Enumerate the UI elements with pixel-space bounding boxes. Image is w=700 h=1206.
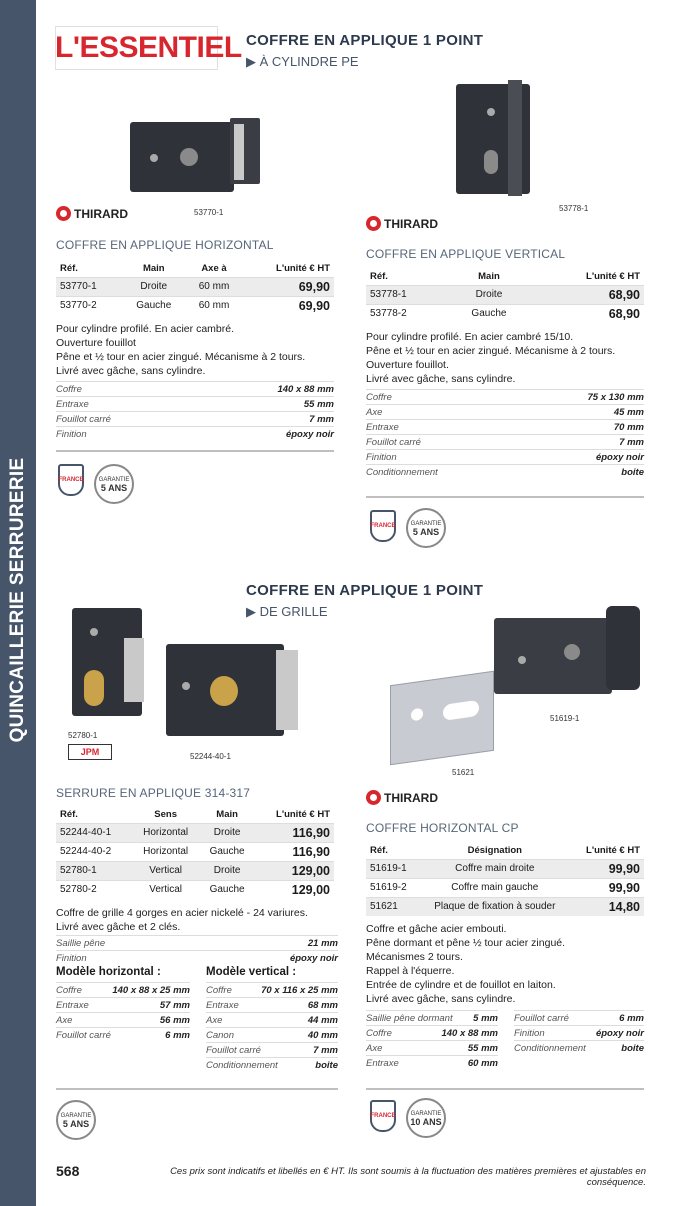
spec-row: Coffre 140 x 88 mm (56, 381, 334, 396)
col-header: L'unité € HT (276, 262, 330, 274)
spec-list (56, 381, 334, 441)
spec-row: Saillie pêne 21 mm (56, 935, 338, 950)
spec-row: Fouillot carré 7 mm (366, 434, 644, 449)
col-header: Réf. (60, 808, 78, 820)
section1-title: COFFRE EN APPLIQUE 1 POINT (246, 32, 484, 49)
vertical-model-specs (206, 966, 338, 1072)
product-image-52780 (72, 608, 152, 718)
price-table (56, 806, 334, 899)
table-row: 53778-2 Gauche 68,90 (366, 304, 644, 323)
product-image-51621 (390, 671, 494, 766)
spec-row: Finition époxy noir (514, 1025, 644, 1040)
spec-row: Conditionnement boite (514, 1040, 644, 1055)
table-row: 51619-1 Coffre main droite 99,90 (366, 859, 644, 878)
col-header: L'unité € HT (276, 808, 330, 820)
section1-subtitle: ▶ À CYLINDRE PE (246, 54, 359, 69)
product-title: SERRURE EN APPLIQUE 314-317 (56, 786, 251, 800)
section2-title: COFFRE EN APPLIQUE 1 POINT (246, 582, 484, 599)
section2-subtitle: ▶ DE GRILLE (246, 604, 328, 619)
product-description: Pour cylindre profilé. En acier cambré. Ouverture fouillot Pêne et ½ tour en acier zingué. Mécanisme à 2 tours. Livré avec gâche, sans cylindre. (56, 323, 306, 377)
divider (56, 1088, 338, 1090)
spec-row: Axe 44 mm (206, 1012, 338, 1027)
product-image-52244 (166, 640, 300, 742)
col-header: Réf. (370, 270, 388, 282)
made-in-france-badge: FRANCE (370, 510, 396, 542)
product-image-53770 (130, 118, 270, 194)
divider (366, 496, 644, 498)
spec-row: Fouillot carré 7 mm (206, 1042, 338, 1057)
thirard-logo: THIRARD (366, 790, 438, 805)
made-in-france-badge: FRANCE (58, 464, 84, 496)
product-description: Coffre de grille 4 gorges en acier nickelé - 24 variures. Livré avec gâche et 2 clés. (56, 907, 308, 933)
spec-row: Entraxe 57 mm (56, 997, 190, 1012)
model-title: Modèle horizontal : (56, 966, 161, 978)
col-header: L'unité € HT (586, 844, 640, 856)
product-description: Coffre et gâche acier embouti. Pêne dormant et pêne ½ tour acier zingué. Mécanismes 2 tours. Rappel à l'équerre. Entrée de cylindre et de fouillot en laiton. Livré avec gâche, sans cylindre. (366, 923, 566, 1005)
warranty-badge: GARANTIE 5 ANS (406, 508, 446, 548)
spec-row: Entraxe 60 mm (366, 1055, 498, 1070)
spec-row: Fouillot carré 7 mm (56, 411, 334, 426)
table-row: 51619-2 Coffre main gauche 99,90 (366, 878, 644, 897)
col-header: Main (142, 262, 165, 274)
table-row: 52244-40-2 Horizontal Gauche 116,90 (56, 842, 334, 861)
spec-row: Conditionnement boite (206, 1057, 338, 1072)
col-header: Réf. (60, 262, 78, 274)
thirard-logo: THIRARD (56, 206, 128, 221)
col-header: Main (478, 270, 500, 282)
sidebar-label: QUINCAILLERIE SERRURERIE (7, 457, 28, 743)
spec-row: Finition époxy noir (56, 426, 334, 441)
col-header: Réf. (370, 844, 388, 856)
spec-row: Axe 55 mm (366, 1040, 498, 1055)
col-header: Sens (154, 808, 177, 820)
horizontal-model-specs (56, 966, 190, 1042)
spec-row: Conditionnement boite (366, 464, 644, 479)
warranty-badge: GARANTIE 5 ANS (94, 464, 134, 504)
table-row: 51621 Plaque de fixation à souder 14,80 (366, 897, 644, 916)
product-description: Pour cylindre profilé. En acier cambré 15/10. Pêne et ½ tour en acier zingué. Mécanisme à 2 tours. Ouverture fouillot. Livré avec gâche, sans cylindre. (366, 331, 616, 385)
spec-row: Entraxe 68 mm (206, 997, 338, 1012)
table-row: 52780-2 Vertical Gauche 129,00 (56, 880, 334, 899)
price-table (366, 268, 644, 323)
divider (56, 450, 334, 452)
spec-row: Finition époxy noir (56, 950, 338, 965)
made-in-france-badge: FRANCE (370, 1100, 396, 1132)
spec-list-left (366, 1010, 498, 1070)
section1-subtitle-text: À CYLINDRE PE (259, 54, 359, 69)
col-header: Désignation (467, 844, 522, 856)
spec-row: Coffre 75 x 130 mm (366, 389, 644, 404)
page-number: 568 (56, 1163, 80, 1179)
ref-label: 53770-1 (194, 208, 224, 217)
spec-row: Entraxe 55 mm (56, 396, 334, 411)
spec-row: Fouillot carré 6 mm (56, 1027, 190, 1042)
spec-row: Saillie pêne dormant 5 mm (366, 1010, 498, 1025)
jpm-logo: JPM (68, 744, 112, 760)
product-title: COFFRE EN APPLIQUE VERTICAL (366, 247, 566, 261)
ref-label: 52780-1 (68, 731, 98, 740)
warranty-badge: GARANTIE 10 ANS (406, 1098, 446, 1138)
spec-list (366, 389, 644, 479)
col-header: Main (216, 808, 238, 820)
col-header: Axe à (201, 262, 227, 274)
ref-label: 52244-40-1 (190, 752, 231, 761)
spec-row: Canon 40 mm (206, 1027, 338, 1042)
spec-row: Entraxe 70 mm (366, 419, 644, 434)
spec-row: Axe 56 mm (56, 1012, 190, 1027)
ref-label: 51619-1 (550, 714, 580, 723)
spec-row: Coffre 140 x 88 x 25 mm (56, 982, 190, 997)
col-header: L'unité € HT (586, 270, 640, 282)
table-row: 53770-2 Gauche 60 mm 69,90 (56, 296, 334, 315)
spec-row: Fouillot carré 6 mm (514, 1010, 644, 1025)
spec-list (56, 935, 338, 965)
price-table (56, 260, 334, 315)
spec-row: Finition époxy noir (366, 449, 644, 464)
product-title: COFFRE EN APPLIQUE HORIZONTAL (56, 238, 274, 252)
price-disclaimer: Ces prix sont indicatifs et libellés en € HT. Ils sont soumis à la fluctuation des matières premières et ajustables en conséquence. (170, 1166, 646, 1188)
thirard-logo: THIRARD (366, 216, 438, 231)
divider (366, 1088, 644, 1090)
table-row: 52244-40-1 Horizontal Droite 116,90 (56, 823, 334, 842)
ref-label: 53778-1 (559, 204, 589, 213)
ref-label: 51621 (452, 768, 475, 777)
model-title: Modèle vertical : (206, 966, 297, 978)
spec-row: Axe 45 mm (366, 404, 644, 419)
table-row: 52780-1 Vertical Droite 129,00 (56, 861, 334, 880)
table-row: 53770-1 Droite 60 mm 69,90 (56, 277, 334, 296)
spec-row: Coffre 140 x 88 mm (366, 1025, 498, 1040)
brand-title: L'ESSENTIEL (55, 31, 242, 64)
product-image-53778 (456, 80, 536, 200)
price-table (366, 842, 644, 916)
table-row: 53778-1 Droite 68,90 (366, 285, 644, 304)
product-image-51619 (494, 604, 644, 700)
section2-subtitle-text: DE GRILLE (259, 604, 328, 619)
warranty-badge: GARANTIE 5 ANS (56, 1100, 96, 1140)
spec-list-right (514, 1010, 644, 1055)
spec-row: Coffre 70 x 116 x 25 mm (206, 982, 338, 997)
product-title: COFFRE HORIZONTAL CP (366, 821, 519, 835)
